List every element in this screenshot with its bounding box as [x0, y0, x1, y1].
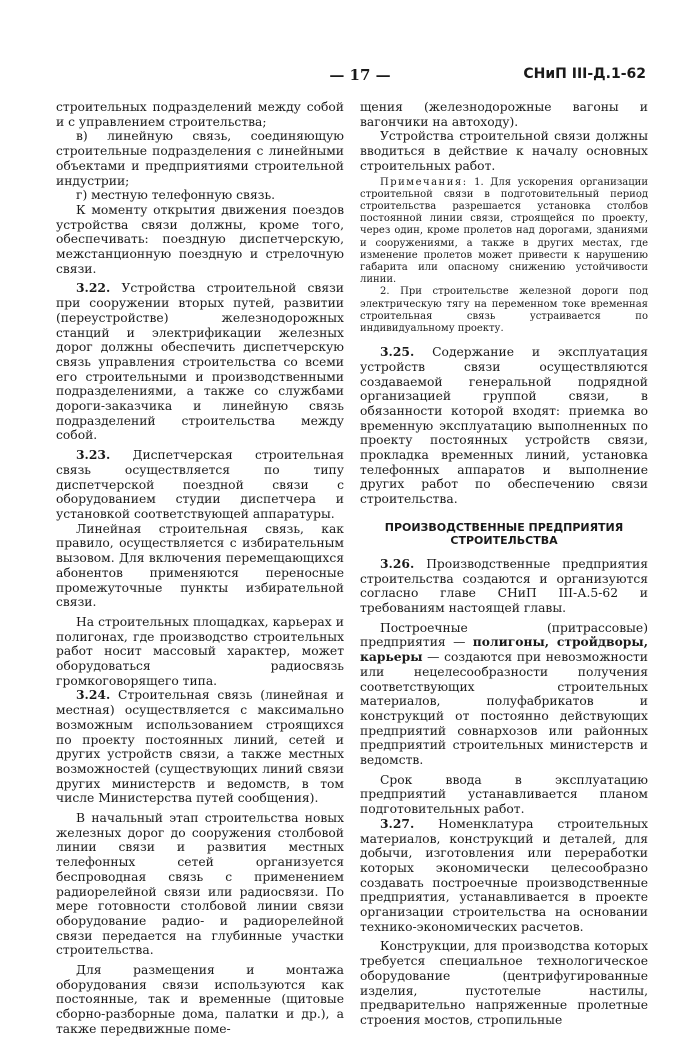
list-item-v: в) линейную связь, соединяющую строительные подразделения с линейными объектами и предприятиями строительной индустрии; [56, 129, 344, 188]
clause-text: Строительная связь (линейная и местная) осуществляется с максимально возможным использованием строящихся по проекту постоянных линий, сетей и других устройств связи, а также местных возможностей (существующих линий связи других министерств и ведомств, в том числе Министерства путей сообщения). [56, 688, 344, 806]
clause-3-25 [360, 345, 648, 507]
paragraph: Конструкции, для производства которых требуется специальное технологическое оборудование (центрифугированные изделия, пустотелые настилы, предварительно напряженные пролетные строения мостов, стропильные [360, 939, 648, 1027]
list-item-g: г) местную телефонную связь. [76, 188, 276, 203]
clause-number: 3.25. [380, 344, 415, 360]
paragraph: На строительных площадках, карьерах и полигонах, где производство строительных работ носит массовый характер, может оборудоваться радиосвязь громкоговорящего типа. [56, 614, 344, 688]
paragraph: Линейная строительная связь, как правило, осуществляется с избирательным вызовом. Для включения перемещающихся абонентов применяются переносные промежуточные пункты избирательной связи. [56, 521, 344, 610]
text-span: Построечные (притрассовые) предприятия — [360, 620, 648, 650]
paragraph: Для размещения и монтажа оборудования связи используются как постоянные, так и временные (щитовые сборно-разборные дома, палатки и др.), а также передвижные поме- [56, 963, 344, 1036]
clause-3-26 [360, 557, 648, 616]
bold-term: полигоны, стройдворы, карьеры [360, 634, 649, 665]
clause-number: 3.26. [380, 555, 415, 571]
clause-number: 3.27. [380, 815, 415, 831]
paragraph: Срок ввода в эксплуатацию предприятий устанавливается планом подготовительных работ. [360, 772, 648, 817]
left-column [56, 100, 344, 1037]
clause-3-24 [56, 688, 344, 806]
section-heading: ПРОИЗВОДСТВЕННЫЕ ПРЕДПРИЯТИЯ СТРОИТЕЛЬСТВА [384, 520, 624, 547]
clause-number: 3.22. [76, 280, 111, 296]
clause-text: Производственные предприятия строительства создаются и организуются согласно главе СНиП III-А.5-62 и требованиям настоящей главы. [360, 556, 648, 615]
page-number: — 17 — [329, 66, 391, 84]
clause-number: 3.24. [76, 687, 111, 703]
clause-3-27 [360, 817, 648, 935]
paragraph: щения (железнодорожные вагоны и вагончики на автоходу). [360, 100, 648, 129]
clause-text: Содержание и эксплуатация устройств связи осуществляются создаваемой генеральной подрядной организацией группой связи, в обязанности которой входят: приемка во временную эксплуатацию выполненных по проекту постоянных устройств связи, прокладка временных линий, установка телефонных аппаратов и выполнение других работ по обеспечению связи строительства. [360, 345, 648, 507]
clause-number: 3.23. [76, 447, 111, 463]
clause-text: Номенклатура строительных материалов, конструкций и деталей, для добычи, изготовления или переработки которых экономически целесообразно создавать построечные производственные предприятия, устанавливается в проекте организации строительства на основании технико-экономических расчетов. [360, 816, 648, 934]
note-label: Примечания: [380, 176, 468, 188]
clause-3-22 [56, 281, 344, 443]
paragraph [360, 621, 648, 768]
clause-3-23 [56, 448, 344, 522]
note-2: 2. При строительстве железной дороги под электрическую тягу на переменном токе временная строительная связь устраивается по индивидуальному проекту. [360, 286, 648, 334]
text-span: — создаются при невозможности или нецелесообразности получения соответствующих строительных материалов, полуфабрикатов и конструкций от постоянно действующих предприятий совнархозов или районных предприятий строительных министерств и ведомств. [360, 650, 648, 768]
clause-text: Диспетчерская строительная связь осуществляется по типу диспетчерской поездной связи с оборудованием студии диспетчера и установкой соответствующей аппаратуры. [56, 448, 344, 521]
document-code: СНиП III-Д.1-62 [523, 66, 646, 82]
right-column [360, 100, 648, 1028]
clause-text: Устройства строительной связи при сооружении вторых путей, развитии (переустройстве) железнодорожных станций и электрификации железных дорог должны обеспечить диспетчерскую связь управления строительства со всеми его строительными и производственными подразделениями, а также со службами дороги-заказчика и линейную связь подразделений строительства между собой. [56, 281, 344, 443]
paragraph: Устройства строительной связи должны вводиться в действие к началу основных строительных работ. [360, 129, 648, 173]
note-text: 1. Для ускорения организации строительной связи в подготовительный период строительства разрешается установка столбов постоянной линии связи, строящейся по проекту, через один, кроме пролетов над дорогами, зданиями и сооружениями, а также в других местах, где изменение пролетов может привести к нарушению габарита или опасному снижению устойчивости линии. [360, 176, 648, 286]
paragraph: строительных подразделений между собой и с управлением строительства; [56, 100, 344, 129]
note-1 [360, 177, 648, 287]
paragraph: К моменту открытия движения поездов устройства связи должны, кроме того, обеспечивать: поездную диспетчерскую, межстанционную поездную и стрелочную связи. [56, 202, 344, 276]
paragraph: В начальный этап строительства новых железных дорог до сооружения столбовой линии связи и развития местных телефонных сетей организуется беспроводная связь с применением радиорелейной связи или радиосвязи. По мере готовности столбовой линии связи оборудование радио- и радиорелейной связи передается на глубинные участки строительства. [56, 811, 344, 958]
notes-block [360, 177, 648, 336]
